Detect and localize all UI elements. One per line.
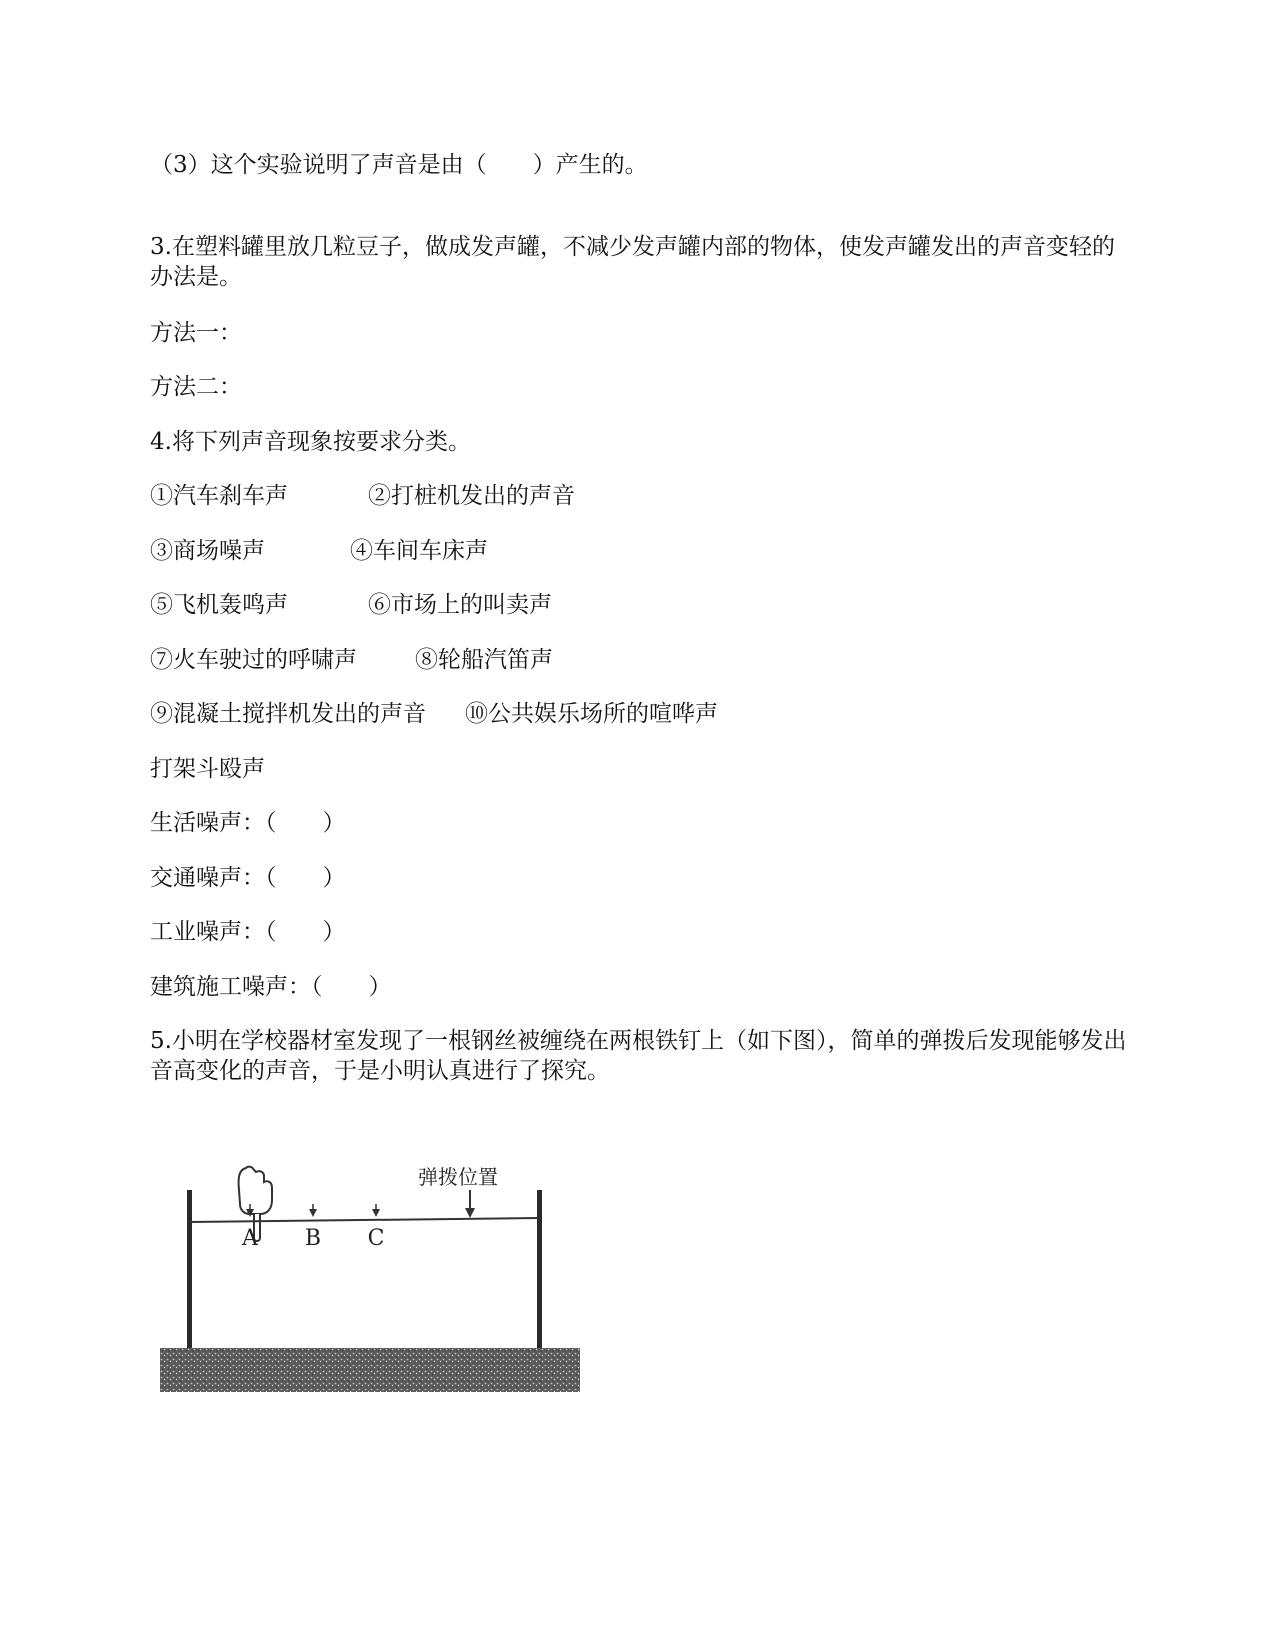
q4-extra-item: 打架斗殴声 [150, 756, 265, 782]
wire-experiment-figure [160, 1160, 620, 1420]
q4-item: ③商场噪声 [150, 538, 265, 564]
point-a-label: A [242, 1226, 258, 1251]
pluck-arrow-head [465, 1208, 475, 1218]
q4-item: ⑤飞机轰鸣声 [150, 592, 288, 618]
point-c-marker [372, 1204, 380, 1217]
wire-experiment-diagram [160, 1160, 620, 1420]
q3-method2-label: 方法二： [150, 374, 242, 400]
point-c-label: C [367, 1226, 385, 1251]
q4-item: ⑦火车驶过的呼啸声 [150, 647, 357, 673]
q2-sub3-text: （3）这个实验说明了声音是由（ ）产生的。 [150, 152, 648, 178]
point-b-label: B [304, 1226, 322, 1251]
q4-item-row [150, 699, 718, 729]
q3-method1-label: 方法一： [150, 320, 242, 346]
q4-item: ②打桩机发出的声音 [368, 483, 575, 509]
right-nail [537, 1190, 542, 1350]
q4-item: ⑥市场上的叫卖声 [368, 592, 552, 618]
steel-wire [190, 1218, 540, 1222]
pluck-position-label: 弹拨位置 [418, 1165, 498, 1189]
q4-item: ①汽车刹车声 [150, 483, 288, 509]
point-b-marker [309, 1204, 317, 1217]
wooden-base [160, 1348, 580, 1392]
q4-category-industrial: 工业噪声：（ ） [150, 919, 346, 945]
q4-item: ④车间车床声 [350, 538, 488, 564]
q4-item: ⑨混凝土搅拌机发出的声音 [150, 701, 426, 727]
q4-item: ⑩公共娱乐场所的喧哗声 [465, 701, 718, 727]
q4-item-row [150, 645, 553, 675]
q3-question: 3.在塑料罐里放几粒豆子，做成发声罐，不减少发声罐内部的物体，使发声罐发出的声音变轻的办法是。 [150, 234, 1115, 290]
q4-category-living: 生活噪声：（ ） [150, 810, 346, 836]
q4-title: 4.将下列声音现象按要求分类。 [150, 429, 471, 455]
q5-question: 5.小明在学校器材室发现了一根钢丝被缠绕在两根铁钉上（如下图），简单的弹拨后发现能够发出音高变化的声音，于是小明认真进行了探究。 [150, 1028, 1127, 1084]
q4-item-row [150, 590, 552, 620]
q4-item-row [150, 536, 488, 566]
q4-category-construction: 建筑施工噪声：（ ） [150, 974, 392, 1000]
q4-item: ⑧轮船汽笛声 [415, 647, 553, 673]
q4-category-traffic: 交通噪声：（ ） [150, 865, 346, 891]
left-nail [187, 1190, 192, 1350]
q4-item-row [150, 481, 575, 511]
